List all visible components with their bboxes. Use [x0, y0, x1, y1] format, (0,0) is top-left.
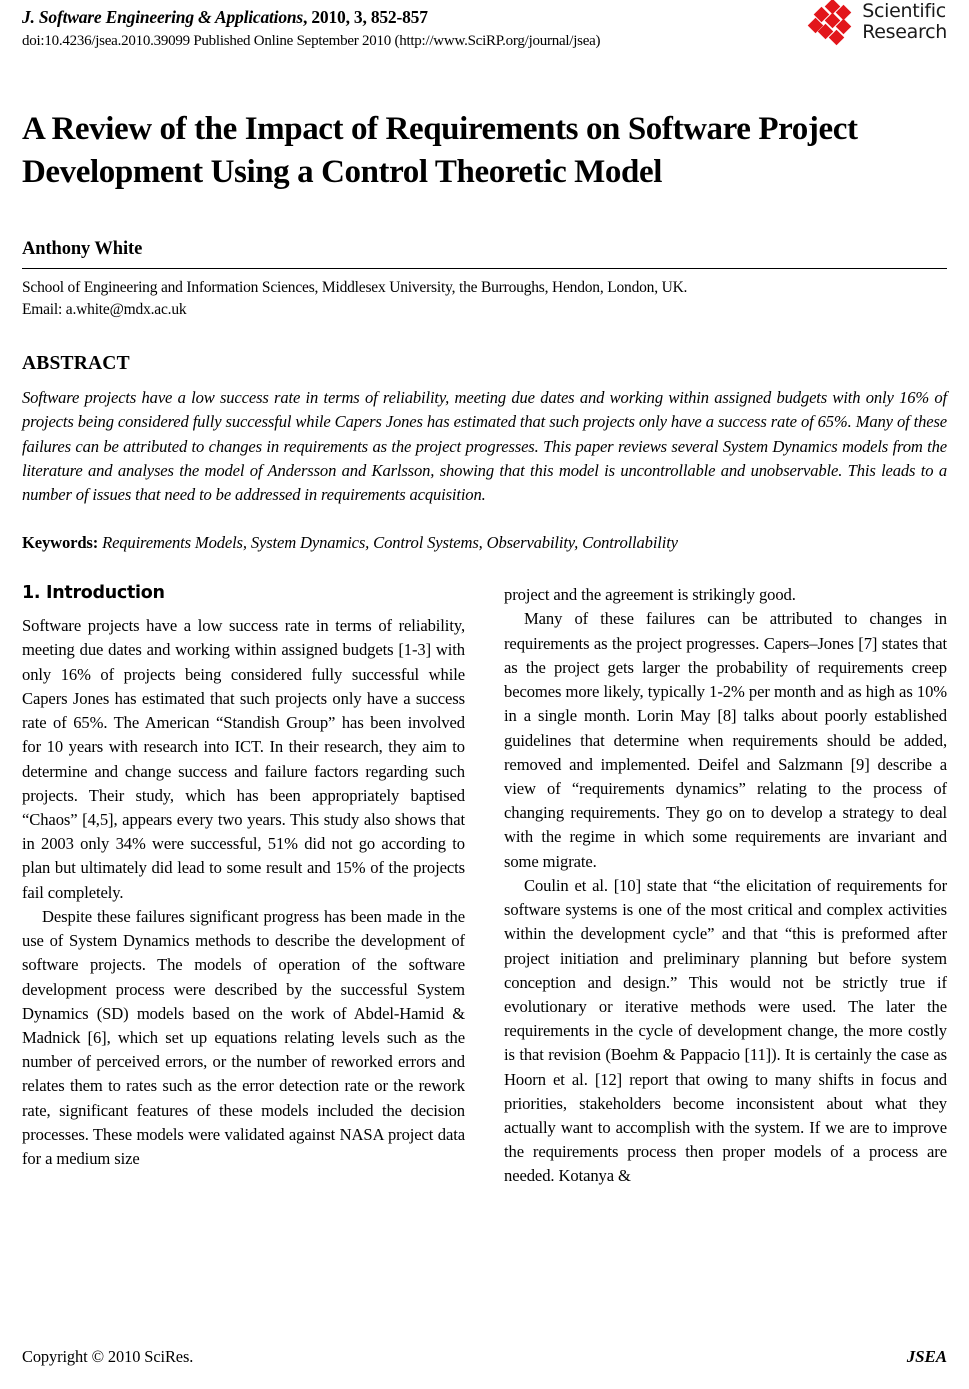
- paragraph: Software projects have a low success rate in terms of reliability, meeting due dates and working within assigned budgets [1-3] with only 16% of projects being considered fully successful while Capers Jones has estimated that such projects only have a success rate of 65%. The American “Standish Group” has been involved for 10 years with research into ICT. In their research, they aim to determine and change success and failure factors regarding such projects. Their study, which has been appropriately baptised “Chaos” [4,5], appears every two years. This study also shows that in 2003 only 34% were successful, 51% did not go according to plan but ultimately did lead to some result and 15% of the projects fail completely.: [22, 616, 465, 902]
- paragraph: project and the agreement is strikingly good.: [504, 585, 796, 605]
- keywords-list: Requirements Models, System Dynamics, Control Systems, Observability, Controllability: [98, 533, 678, 553]
- author-name: Anthony White: [22, 239, 143, 260]
- journal-name: J. Software Engineering & Applications: [22, 7, 304, 27]
- body-columns: [22, 583, 947, 1188]
- copyright-text: Copyright © 2010 SciRes.: [22, 1347, 194, 1366]
- doi-line: doi:10.4236/jsea.2010.39099 Published Online September 2010 (http://www.SciRP.org/journal/jsea): [22, 32, 601, 49]
- paragraph: Despite these failures significant progress has been made in the use of System Dynamics methods to describe the development of software projects. The models of operation of the software development process were described by the successful System Dynamics (SD) models based on the work of Abdel-Hamid & Madnick [6], which set up equations relating levels such as the number of perceived errors, or the number of reworked errors and relates them to rates such as the error detection rate or the rework rate, significant features of these models included the decision processes. These models were validated against NASA project data for a medium size: [22, 906, 465, 1169]
- logo-line-1: Scientific: [862, 0, 946, 22]
- scientific-research-diamond-icon: [810, 0, 856, 44]
- abstract-heading: ABSTRACT: [22, 353, 130, 375]
- column-right: [504, 583, 947, 1188]
- section-heading-introduction: 1. Introduction: [22, 583, 165, 604]
- paragraph: Many of these failures can be attributed to changes in requirements as the project progresses. Capers–Jones [7] states that as the project gets larger the probability of requirements creep becomes more likely, typically 1-2% per month and as high as 10% in a single month. Lorin May [8] talks about poorly established guidelines that determine when requirements should be added, removed and implemented. Deifel and Salzmann [9] describe a view of “requirements dynamics” relating to the process of changing requirements. They go on to develop a strategy to deal with the regime in which some requirements are invariant and some migrate.: [504, 609, 947, 871]
- publisher-logo-text: [862, 1, 947, 44]
- author-email: Email: a.white@mdx.ac.uk: [22, 301, 187, 319]
- column-left: [22, 583, 465, 1188]
- page-footer: [22, 1347, 947, 1367]
- keywords-label: Keywords:: [22, 533, 99, 553]
- abstract-text: Software projects have a low success rate in terms of reliability, meeting due dates and working within assigned budgets with only 16% of projects being considered fully successful while Capers Jones has estimated that such projects only have a success rate of 65%. Many of these failures can be attributed to changes in requirements as the project progresses. This paper reviews several System Dynamics models from the literature and analyses the model of Andersson and Karlsson, showing that this model is uncontrollable and unobservable. This leads to a number of issues that need to be addressed in requirements acquisition.: [22, 388, 947, 504]
- affiliation-block: [22, 277, 947, 321]
- page-title: A Review of the Impact of Requirements on Software Project Development Using a Control Theoretic Model: [22, 111, 858, 190]
- publisher-logo: [810, 0, 947, 44]
- journal-abbreviation: JSEA: [906, 1347, 947, 1366]
- journal-issue: , 2010, 3, 852-857: [303, 7, 428, 27]
- keywords-line: [22, 533, 947, 553]
- author-divider: [22, 268, 947, 269]
- affiliation-text: School of Engineering and Information Sciences, Middlesex University, the Burroughs, Hendon, London, UK.: [22, 279, 688, 297]
- paragraph: Coulin et al. [10] state that “the elicitation of requirements for software systems is one of the most critical and complex activities within the development cycle” and that “this is preformed after project initiation and preliminary planning but before system conception and design.” This would not be strictly true if evolutionary or iterative methods were used. The later the requirements in the cycle of development change, the more costly is that revision (Boehm & Pappacio [11]). It is certainly the case as Hoorn et al. [12] report that owing to many shifts in focus and priorities, stakeholders become inconsistent about what they actually want to accomplish with the system. If we are to improve the requirements process then proper models of a process are needed. Kotanya &: [504, 875, 947, 1186]
- logo-line-2: Research: [862, 21, 947, 43]
- masthead: [22, 0, 947, 64]
